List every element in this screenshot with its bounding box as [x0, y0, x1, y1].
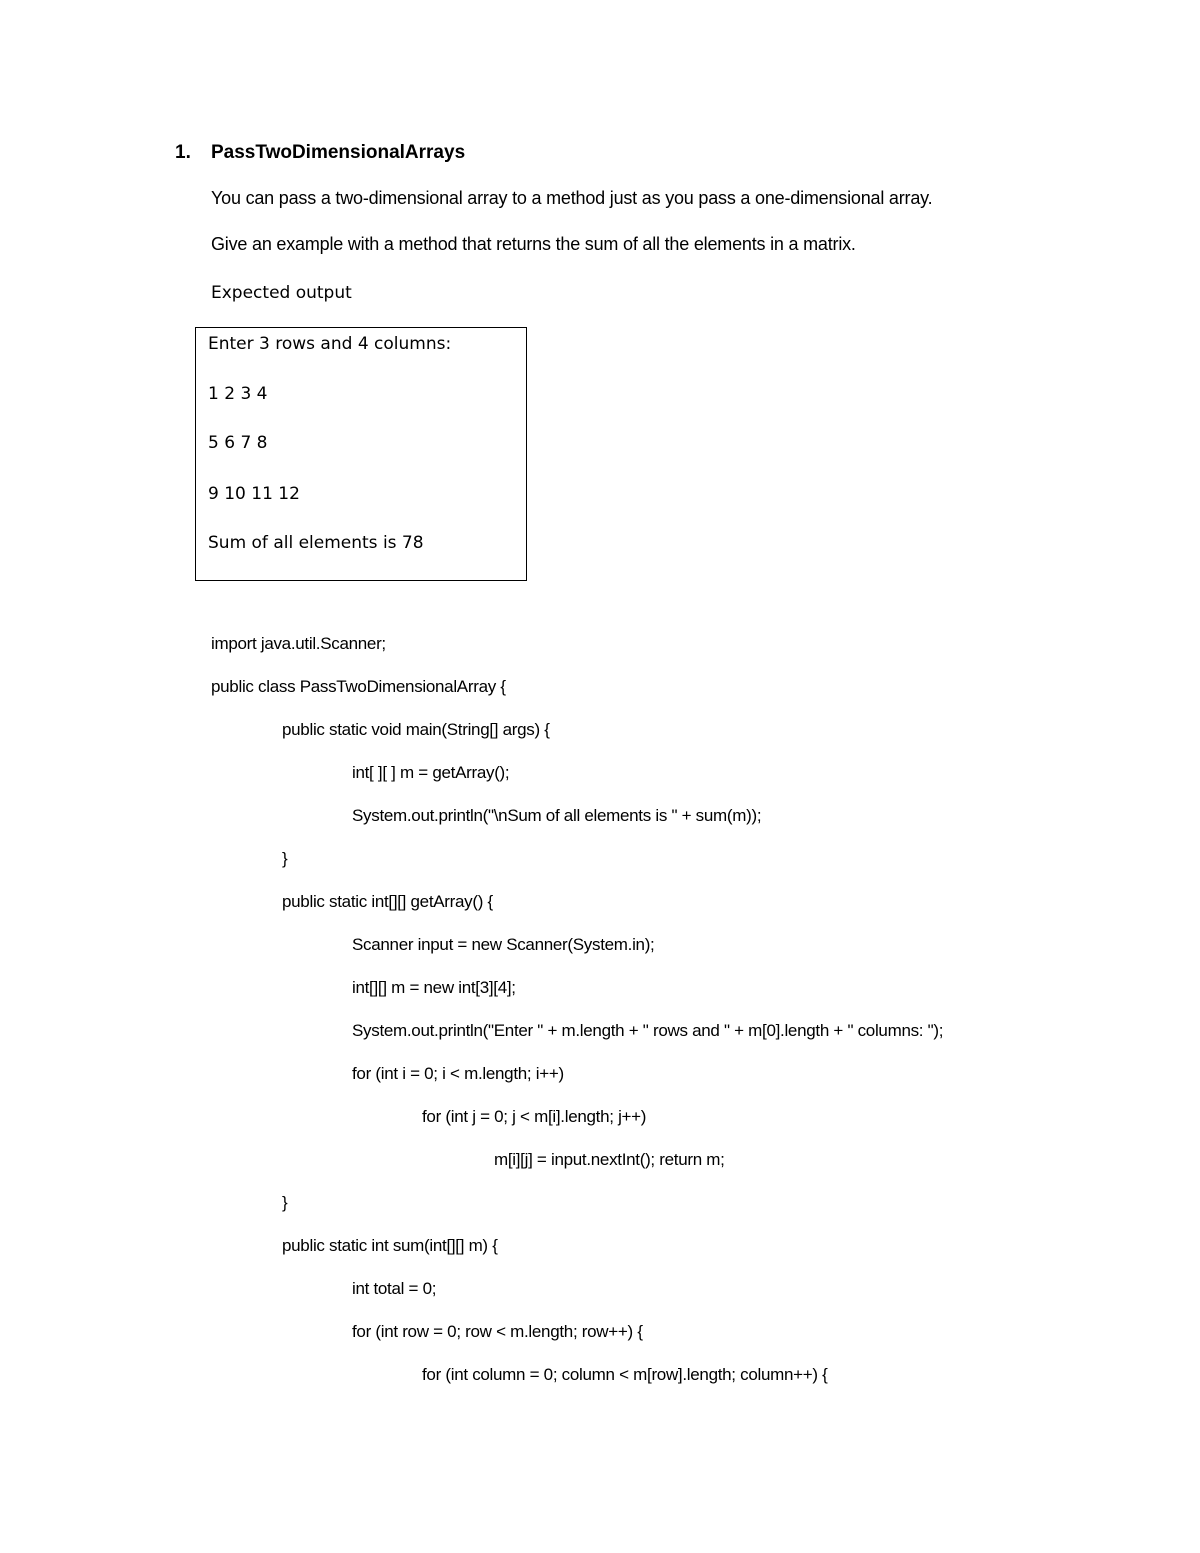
code-line: m[i][j] = input.nextInt(); return m;	[494, 1150, 725, 1169]
section-title: PassTwoDimensionalArrays	[211, 142, 466, 163]
code-line: }	[282, 849, 288, 868]
code-line: public static void main(String[] args) {	[282, 720, 550, 739]
code-line: import java.util.Scanner;	[211, 634, 386, 653]
code-line: public class PassTwoDimensionalArray {	[211, 677, 506, 696]
expected-output-box	[195, 327, 527, 581]
code-line: System.out.println("\nSum of all elements is " + sum(m));	[352, 806, 762, 825]
output-line: Sum of all elements is 78	[208, 533, 424, 553]
output-line: 1 2 3 4	[208, 384, 268, 404]
code-line: int total = 0;	[352, 1279, 437, 1298]
description-line-2: Give an example with a method that returns the sum of all the elements in a matrix.	[211, 234, 856, 254]
expected-output-label: Expected output	[211, 283, 352, 303]
output-line: 5 6 7 8	[208, 433, 268, 453]
code-line: for (int column = 0; column < m[row].length; column++) {	[422, 1365, 828, 1384]
code-line: }	[282, 1193, 288, 1212]
code-line: public static int sum(int[][] m) {	[282, 1236, 498, 1255]
description-line-1: You can pass a two-dimensional array to a method just as you pass a one-dimensional array.	[211, 188, 933, 208]
code-line: Scanner input = new Scanner(System.in);	[352, 935, 655, 954]
code-line: for (int i = 0; i < m.length; i++)	[352, 1064, 564, 1083]
code-line: for (int row = 0; row < m.length; row++) {	[352, 1322, 643, 1341]
code-line: public static int[][] getArray() {	[282, 892, 493, 911]
code-line: for (int j = 0; j < m[i].length; j++)	[422, 1107, 647, 1126]
code-line: int[ ][ ] m = getArray();	[352, 763, 510, 782]
code-line: int[][] m = new int[3][4];	[352, 978, 516, 997]
output-line: 9 10 11 12	[208, 484, 300, 504]
section-number: 1.	[175, 142, 191, 163]
code-line: System.out.println("Enter " + m.length + " rows and " + m[0].length + " columns: ");	[352, 1021, 944, 1040]
output-line: Enter 3 rows and 4 columns:	[208, 334, 452, 354]
